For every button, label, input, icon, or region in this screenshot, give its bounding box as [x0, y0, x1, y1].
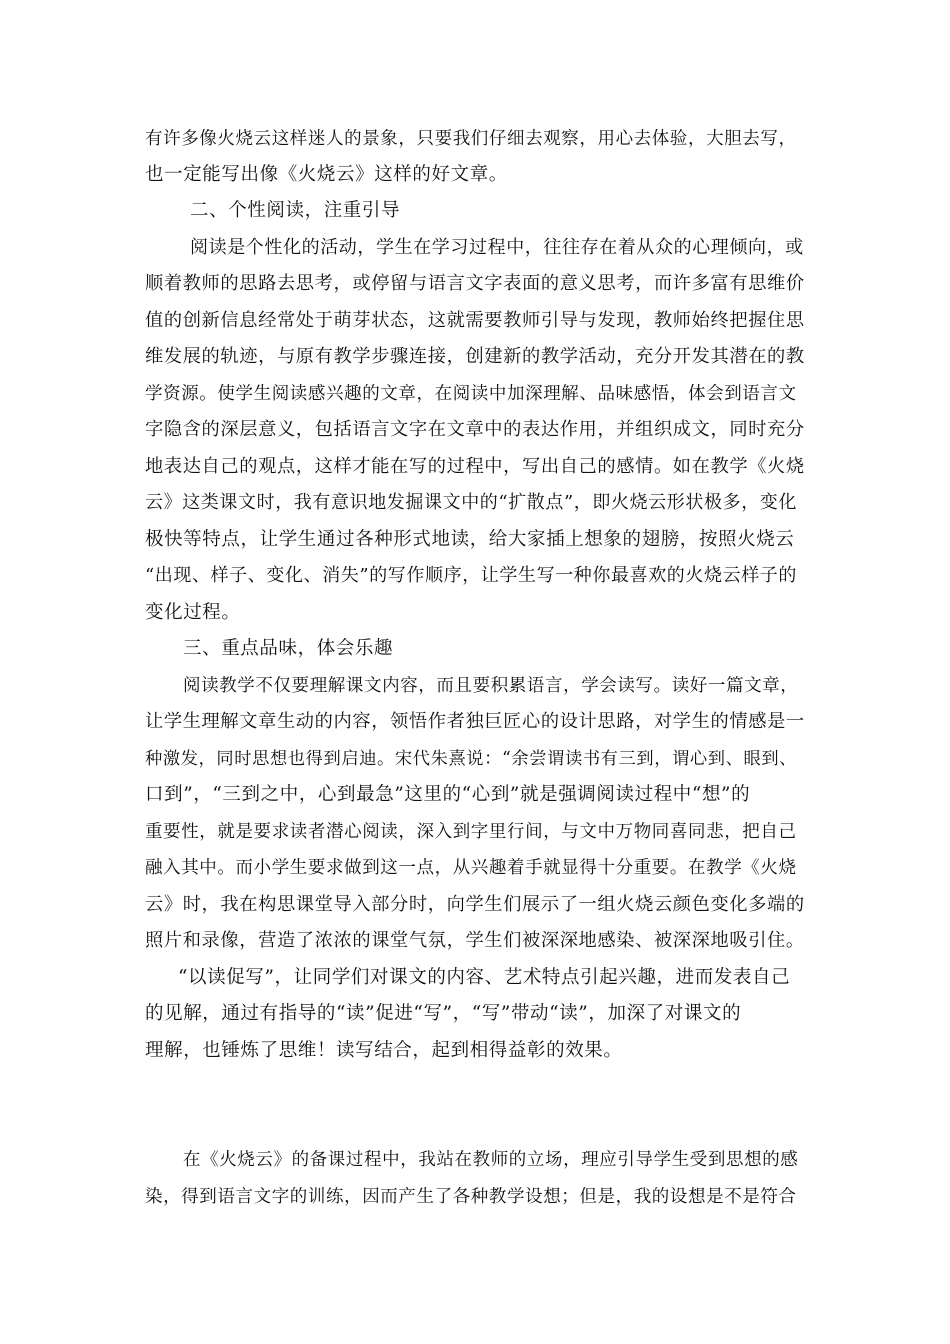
text-line: 云》时，我在构思课堂导入部分时，向学生们展示了一组火烧云颜色变化多端的 [145, 894, 805, 915]
text-line: 融入其中。而小学生要求做到这一点，从兴趣着手就显得十分重要。在教学《火烧 [145, 858, 797, 878]
text-line: 阅读是个性化的活动，学生在学习过程中，往往存在着从众的心理倾向，或 [190, 237, 804, 258]
text-line: 有许多像火烧云这样迷人的景象，只要我们仔细去观察，用心去体验，大胆去写， [145, 129, 797, 149]
text-line: 阅读教学不仅要理解课文内容，而且要积累语言，学会读写。读好一篇文章， [183, 676, 799, 696]
text-line: 重要性，就是要求读者潜心阅读，深入到字里行间，与文中万物同喜同悲，把自己 [145, 822, 797, 842]
text-line: 让学生理解文章生动的内容，领悟作者独巨匠心的设计思路，对学生的情感是一 [145, 711, 805, 732]
text-line: 染，得到语言文字的训练，因而产生了各种教学设想；但是，我的设想是不是符合 [145, 1187, 797, 1207]
text-line: 的见解，通过有指导的“读”促进“写”，“写”带动“读”，加深了对课文的 [145, 1003, 742, 1024]
text-line: 变化过程。 [145, 602, 241, 623]
text-line: 理解，也锤炼了思维！读写结合，起到相得益彰的效果。 [145, 1040, 623, 1061]
text-line: 云》这类课文时，我有意识地发掘课文中的“扩散点”，即火烧云形状极多，变化 [145, 492, 798, 513]
text-line: “出现、样子、变化、消失”的写作顺序，让学生写一种你最喜欢的火烧云样子的 [145, 565, 798, 586]
text-line: 维发展的轨迹，与原有教学步骤连接，创建新的教学活动，充分开发其潜在的教 [145, 346, 805, 367]
section-heading-2: 二、个性阅读，注重引导 [190, 200, 401, 221]
section-heading-3: 三、重点品味，体会乐趣 [183, 638, 394, 659]
text-line: “以读促写”，让同学们对课文的内容、艺术特点引起兴趣，进而发表自己 [178, 967, 791, 988]
text-line: 种激发，同时思想也得到启迪。宋代朱熹说：“余尝谓读书有三到，谓心到、眼到、 [145, 749, 798, 769]
text-line: 学资源。使学生阅读感兴趣的文章，在阅读中加深理解、品味感悟，体会到语言文 [145, 384, 797, 404]
text-line: 也一定能写出像《火烧云》这样的好文章。 [145, 164, 508, 185]
text-line: 在《火烧云》的备课过程中，我站在教师的立场，理应引导学生受到思想的感 [183, 1150, 799, 1170]
text-line: 极快等特点，让学生通过各种形式地读，给大家插上想象的翅膀，按照火烧云 [145, 529, 795, 550]
text-line: 值的创新信息经常处于萌芽状态，这就需要教师引导与发现，教师始终把握住思 [145, 310, 805, 331]
text-line: 字隐含的深层意义，包括语言文字在文章中的表达作用，并组织成文，同时充分 [145, 419, 805, 440]
text-line: 口到”，“三到之中，心到最急”这里的“心到”就是强调阅读过程中“想”的 [145, 784, 751, 805]
text-line: 顺着教师的思路去思考，或停留与语言文字表面的意义思考，而许多富有思维价 [145, 273, 805, 294]
text-line: 照片和录像，营造了浓浓的课堂气氛，学生们被深深地感染、被深深地吸引住。 [145, 930, 805, 951]
text-line: 地表达自己的观点，这样才能在写的过程中，写出自己的感情。如在教学《火烧 [145, 456, 805, 477]
